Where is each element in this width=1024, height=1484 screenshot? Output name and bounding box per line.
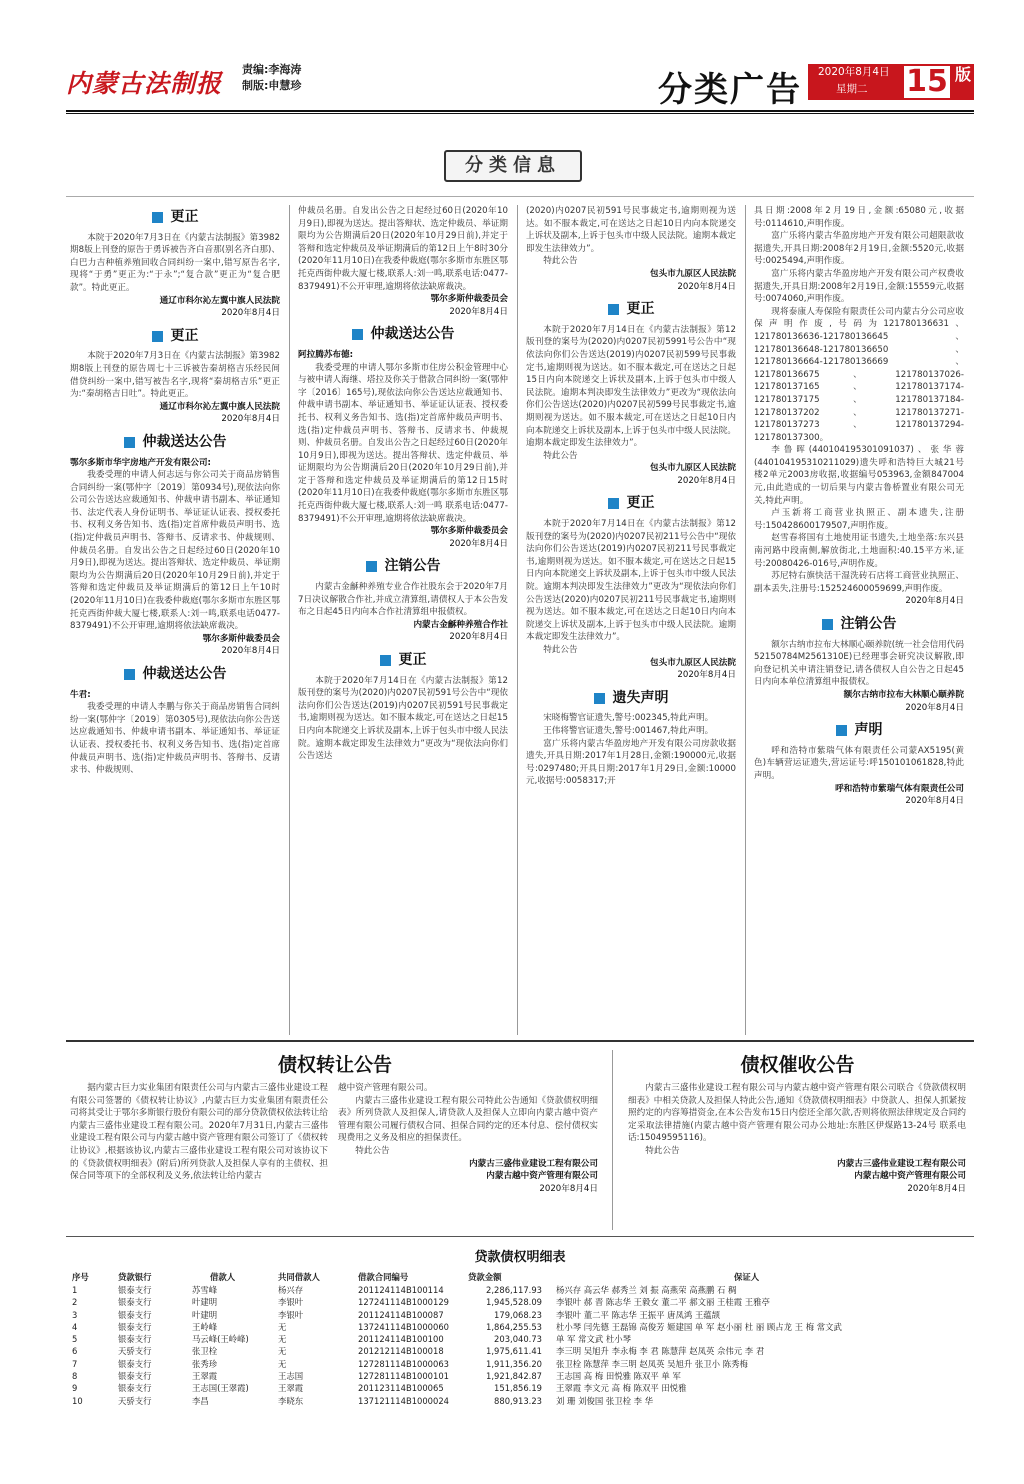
table-header-row (70, 1270, 970, 1284)
square-bullet-icon (594, 693, 605, 704)
notice-addressee: 鄂尔多斯市华宇房地产开发有限公司: (70, 457, 211, 468)
table-cell: 无 (278, 1358, 287, 1369)
table-cell: 李银叶 郝 晋 陈志华 王毅女 董二平 郝文丽 王桂霞 王雅亭 (556, 1297, 770, 1308)
notice-body: (2020)内0207民初591号民事裁定书,逾期则视为送达。如不服本裁定,可在送达之日起10日内向本院递交上诉状及副本,上诉于包头市中级人民法院。逾期本裁定即发生法律效力”。 (526, 206, 736, 254)
table-cell: 叶建明 (192, 1309, 218, 1320)
editor-credits (242, 62, 301, 94)
notice-heading: 注销公告 (754, 618, 964, 631)
transfer-signature: 内蒙古越中资产管理有限公司 (486, 1171, 598, 1182)
table-cell: 刘 珊 刘俊国 张卫栓 李 华 (556, 1395, 654, 1406)
table-cell: 201124114B100114 (358, 1285, 444, 1295)
table-cell: 叶建明 (192, 1297, 218, 1308)
column-divider (517, 205, 518, 1035)
notice-heading: 声明 (754, 724, 964, 737)
header-rule (66, 110, 974, 112)
table-cell: 127241114B1000129 (358, 1297, 450, 1308)
notice-body: 具日期:2008年2月19日,金额:65080元,收据号:0114610,声明作废。 (754, 206, 964, 229)
table-cell: 李三明 吴旭升 李永梅 李 君 陈慧萍 赵凤英 佘伟元 李 君 (556, 1346, 765, 1357)
notice-heading: 更正 (298, 654, 508, 667)
table-cell: 无 (278, 1346, 287, 1357)
table-cell: 6 (72, 1346, 78, 1357)
header-rule-thin (66, 113, 974, 114)
notice-heading: 更正 (70, 211, 280, 224)
notice-body: 苏尼特右旗快活干湿洗砖石店将工商营业执照正、副本丢失,注册号:152524600059699,声明作废。 (754, 571, 964, 594)
table-cell: 880,913.23 (494, 1395, 542, 1406)
notice-heading: 注销公告 (298, 560, 508, 573)
notice-signature: 包头市九原区人民法院 (650, 268, 736, 279)
table-cell: 1,945,528.09 (486, 1297, 542, 1308)
notice-date: 2020年8月4日 (449, 632, 508, 643)
square-bullet-icon (608, 304, 619, 315)
notice-body: 仲裁员名册。自发出公告之日起经过60日(2020年10月9日),即视为送达。提出答辩状、选定仲裁员、举证期限均为公告期满后20日(2020年10月29日前),并定于答辩和选定仲裁员及举证期满后的第12日上午8时30分(2020年11月10日)在我委仲裁庭(鄂尔多斯市东胜区鄂托克西街仲裁大厦七楼,联系人:刘一鸣,联系电话:0477-8379491)不公开审理,逾期将依法缺席裁决。 (298, 206, 508, 292)
notice-body: 本院于2020年7月14日在《内蒙古法制报》第12版刊登的案号为(2020)内0207民初211号公告中“现依法向你们公告送达(2019)内0207民初211号民事裁定书,逾期则视为送达。如不服本裁定,可在送达之日起15日内向本院递交上诉状及副本,上诉于包头市中级人民法院。逾期本判决即发生法律效力”更改为“现依法向你们公告送达(2020)内0207民初211号民事裁定书,逾期则视为送达。如不服本裁定,可在送达之日起10日内向本院递交上诉状及副本,上诉于包头市中级人民法院。逾期本裁定即发生法律效力”。 (526, 519, 736, 643)
transfer-paragraph: 越中资产管理有限公司。 (338, 1083, 433, 1093)
table-cell: 王翠霞 (192, 1371, 218, 1382)
issue-weekday: 星期二 (836, 83, 868, 95)
table-cell: 杜小琴 闫先德 王磊锦 高俊芳 姬建国 单 军 赵小丽 杜 丽 顾占龙 王 梅 常文武 (556, 1321, 842, 1332)
table-cell: 李银叶 (278, 1297, 304, 1308)
square-bullet-icon (152, 212, 163, 223)
table-cell: 1,864,255.53 (486, 1321, 542, 1332)
collection-paragraph: 内蒙古三盛伟业建设工程有限公司与内蒙古越中资产管理有限公司联合《贷款债权明细表》中相关贷款人及担保人特此公告,通知《贷款债权明细表》中贷款人、担保人抓紧按照约定的内容筹措资金,在本公告发布15日内偿还全部欠款,否则将依照法律规定及合同约定采取法律措施(内蒙古越中资产管理有限公司办公地址:东胜区伊煤路13-24号 联系电话:15049595116)。 (628, 1083, 966, 1144)
table-cell: 张秀珍 (192, 1358, 218, 1369)
square-bullet-icon (608, 498, 619, 509)
producer-line: 制版:申慧珍 (242, 79, 302, 92)
table-cell: 王岭峰 (192, 1321, 218, 1332)
table-cell: 1,921,842.87 (486, 1371, 542, 1382)
table-cell: 杨兴存 高云华 郝秀兰 刘 振 高燕荣 高燕鹏 石 稠 (556, 1285, 737, 1295)
table-cell: 张卫栓 (192, 1346, 218, 1357)
section-rule (66, 1040, 974, 1042)
table-cell: 苏雪峰 (192, 1285, 218, 1295)
table-row (70, 1296, 970, 1308)
square-bullet-icon (124, 669, 135, 680)
notice-date: 2020年8月4日 (221, 414, 280, 425)
table-cell: 1 (72, 1285, 78, 1295)
editor-line: 责编:李海涛 (242, 63, 302, 76)
table-cell: 王志国 高 梅 田悦雅 陈双平 单 军 (556, 1371, 681, 1382)
table-row (70, 1333, 970, 1345)
notice-date: 2020年8月4日 (677, 281, 736, 292)
notice-body: 李鲁晖(440104195301091037)、张华蓉(440104195310211029)遗失呼和浩特巨大城21号楼2单元2003房收据,收据编号053963,金额847004元,由此造成的一切后果与内蒙古鲁桥置业有限公司无关,特此声明。 (754, 445, 964, 506)
section-title: 分类广告 (658, 70, 802, 110)
notice-date: 2020年8月4日 (677, 475, 736, 486)
table-cell: 201212114B100018 (358, 1346, 444, 1357)
table-cell: 201124114B100100 (358, 1334, 444, 1345)
notice-body: 内蒙古金龢种养殖专业合作社股东会于2020年7月7日决议解散合作社,并成立清算组,请债权人于本公告发布之日起45日内向本合作社清算组申报债权。 (298, 582, 508, 618)
notice-signature: 通辽市科尔沁左翼中旗人民法院 (159, 295, 280, 306)
notice-body: 本院于2020年7月3日在《内蒙古法制报》第3982期8版上刊登的原告周七十三诉被告秦胡格吉乐经民间借贷纠纷一案中,错写被告名字,现将“秦胡格吉乐”更正为:“秦胡格吉日吐”。特此更正。 (70, 351, 280, 400)
table-row (70, 1358, 970, 1370)
notice-body: 本院于2020年7月14日在《内蒙古法制报》第12版刊登的案号为(2020)内0207民初5991号公告中“现依法向你们公告送达(2019)内0207民初599号民事裁定书,逾期则视为送达。如不服本裁定,可在送达之日起15日内向本院递交上诉状及副本,上诉于包头市中级人民法院。逾期本判决即发生法律效力”更改为“现依法向你们公告送达(2020)内0207民初599号民事裁定书,逾期则视为送达。如不服本裁定,可在送达之日起10日内向本院递交上诉状及副本,上诉于包头市中级人民法院。逾期本裁定即发生法律效力”。 (526, 324, 736, 449)
square-bullet-icon (124, 437, 135, 448)
table-cell: 8 (72, 1371, 78, 1382)
table-cell: 9 (72, 1383, 78, 1394)
table-cell: 203,040.73 (494, 1334, 542, 1345)
column-divider (612, 1050, 613, 1230)
square-bullet-icon (352, 329, 363, 340)
notice-body: 我委受理的申请人何志远与你公司关于商品房销售合同纠纷一案(鄂仲字〔2019〕第0934号),现依法向你公司公告送达应裁通知书、仲裁申请书副本、举证通知书、法定代表人身份证明书、举证证认证表、授权委托书、权利义务告知书、选(指)定首席仲裁员声明书、选(指)定仲裁员声明书、答辩书、反请求书、仲裁规则、仲裁员名册。自发出公告之日起经过60日(2020年10月9日),即视为送达。提出答辩状、选定仲裁员、举证期限均为公告期满后20日(2020年10月29日前),并定于答辩和选定仲裁员及举证期满后的第12日上午10时(2020年11月10日)在我委仲裁庭(鄂尔多斯市东胜区鄂托克西街仲裁大厦七楼,联系人:刘一鸣,联系电话0477-8379491)不公开审理,逾期将依法缺席裁决。 (70, 470, 280, 632)
notice-body: 本院于2020年7月3日在《内蒙古法制报》第3982期8版上刊登的原告于勇诉被告齐白音那(别名齐白那)、白巴力吉种植养殖回收合同纠纷一案中,错写原告名字,现将“于勇”更正为:“于永”;“复合款”更正为“复合肥款”。特此更正。 (70, 232, 280, 293)
table-header: 保证人 (734, 1272, 760, 1282)
square-bullet-icon (380, 655, 391, 666)
transfer-body-right (338, 1082, 598, 1205)
table-row (70, 1284, 970, 1296)
column-2 (298, 205, 508, 763)
table-cell: 4 (72, 1321, 78, 1332)
table-cell: 李银叶 (278, 1309, 304, 1320)
table-cell: 1,911,356.20 (486, 1358, 542, 1369)
table-cell: 银泰支行 (118, 1321, 152, 1332)
transfer-paragraph: 据内蒙古巨力实业集团有限责任公司与内蒙古三盛伟业建设工程有限公司签署的《债权转让协议》,内蒙古巨力实业集团有限责任公司将其受让于鄂尔多斯银行股份有限公司的部分贷款债权依法转让给内蒙古三盛伟业建设工程有限公司。2020年7月31日,内蒙古三盛伟业建设工程有限公司与内蒙古越中资产管理有限公司签订了《债权转让协议》,根据该协议,内蒙古三盛伟业建设工程有限公司对该协议下的《贷款债权明细表》(附后)所列贷款人及担保人享有的主债权、担保合同等项下的全部权利及义务,依法转让给内蒙古 (70, 1083, 328, 1182)
table-rule (66, 1236, 974, 1237)
table-cell: 王翠霞 (278, 1383, 304, 1394)
table-cell: 天骄支行 (118, 1346, 152, 1357)
notice-heading: 更正 (70, 330, 280, 343)
square-bullet-icon (836, 725, 847, 736)
notice-body: 我委受理的申请人李鹏与你关于商品房销售合同纠纷一案(鄂仲字〔2019〕第0305号),现依法向你公告送达应裁通知书、仲裁申请书副本、举证通知书、举证证认证表、授权委托书、权利义务告知书、选(指)定首席仲裁员声明书、选(指)定仲裁员声明书、答辩书、反请求书、仲裁规则、 (70, 702, 280, 776)
table-cell: 137241114B1000060 (358, 1321, 450, 1332)
column-4 (754, 205, 964, 818)
notice-heading: 仲裁送达公告 (70, 436, 280, 449)
notice-body: 王伟将警官证遗失,警号:001467,特此声明。 (543, 725, 714, 736)
transfer-title: 债权转让公告 (277, 1054, 392, 1076)
table-row (70, 1309, 970, 1321)
category-title: 分类信息 (444, 150, 582, 182)
table-cell: 银泰支行 (118, 1334, 152, 1345)
table-row (70, 1345, 970, 1357)
table-cell: 151,856.19 (494, 1383, 542, 1394)
notice-heading: 更正 (526, 303, 736, 316)
table-cell: 127281114B1000063 (358, 1358, 450, 1369)
table-cell: 137121114B1000024 (358, 1395, 450, 1406)
table-cell: 7 (72, 1358, 78, 1369)
table-header: 借款合同编号 (358, 1272, 409, 1282)
notice-date: 2020年8月4日 (677, 670, 736, 681)
table-row (70, 1395, 970, 1407)
table-row (70, 1321, 970, 1333)
notice-heading: 更正 (526, 497, 736, 510)
table-cell: 10 (72, 1395, 83, 1406)
column-divider (289, 205, 290, 1035)
table-header: 贷款金额 (468, 1272, 502, 1282)
notice-body: 卢玉新将工商营业执照正、副本遗失,注册号:150428600179507,声明作废。 (754, 508, 964, 531)
table-cell: 银泰支行 (118, 1297, 152, 1308)
notice-announce: 特此公告 (543, 645, 578, 655)
table-header: 共同借款人 (278, 1272, 320, 1282)
table-cell: 马云峰(王岭峰) (192, 1334, 249, 1345)
collection-signature: 内蒙古三盛伟业建设工程有限公司 (837, 1158, 966, 1169)
loan-table-title: 贷款债权明细表 (474, 1250, 566, 1265)
table-cell: 李银叶 董二平 陈志华 王振平 唐凤鸿 王蕴颉 (556, 1309, 721, 1320)
notice-signature: 鄂尔多斯仲裁委员会 (202, 633, 280, 644)
notice-signature: 鄂尔多斯仲裁委员会 (430, 526, 508, 537)
square-bullet-icon (152, 331, 163, 342)
table-cell: 杨兴存 (278, 1285, 304, 1295)
notice-body: 额尔古纳市拉布大林顺心颐养院(统一社会信用代码52150784M2561310E)已经理事会研究决议解散,即向登记机关申请注销登记,请各债权人自公告之日起45日内向本单位清算组申报债权。 (754, 639, 964, 688)
notice-date: 2020年8月4日 (449, 306, 508, 317)
page-number: 15 (902, 64, 952, 100)
notice-body: 富广乐将内蒙古华盈房地产开发有限公司产权费收据遗失,开具日期:2008年2月19日,金额:15559元,收据号:0074060,声明作废。 (754, 268, 964, 305)
table-row (70, 1370, 970, 1382)
table-cell: 银泰支行 (118, 1371, 152, 1382)
notice-body: 宋晓梅警官证遗失,警号:002345,特此声明。 (543, 713, 714, 724)
transfer-announce: 特此公告 (355, 1145, 390, 1156)
notice-addressee: 阿拉腾苏布德: (298, 349, 353, 360)
notice-body: 赵雪春将国有土地使用证书遗失,土地坐落:东兴县南河路中段南侧,解放街北,土地面积:40.15平方米,证号:20080426-016号,声明作废。 (754, 533, 964, 569)
table-cell: 3 (72, 1309, 78, 1320)
notice-body: 现将泰康人寿保险有限责任公司内蒙古分公司应收保声明作废,号码为121780136631、121780136636-121780136645、121780136648-121780136650、121780136664-121780136669、121780136675、121780137026-121780137165、121780137174-121780137175、121780137184-121780137202、121780137271-121780137273、121780137294-121780137300。 (754, 306, 964, 443)
notice-date: 2020年8月4日 (221, 646, 280, 657)
notice-signature: 鄂尔多斯仲裁委员会 (430, 294, 508, 305)
table-cell: 张卫栓 陈慧萍 李三明 赵凤英 吴旭升 张卫小 陈秀梅 (556, 1358, 748, 1369)
date-box (808, 64, 902, 100)
category-rule (66, 196, 974, 197)
table-cell: 李昌 (192, 1395, 209, 1406)
column-3 (526, 205, 736, 788)
notice-date: 2020年8月4日 (905, 702, 964, 713)
notice-signature: 内蒙古金龢种养殖合作社 (413, 619, 508, 630)
table-cell: 201123114B100065 (358, 1383, 444, 1394)
loan-table (70, 1270, 970, 1407)
table-cell: 1,975,611.41 (486, 1346, 542, 1357)
collection-title: 债权催收公告 (740, 1054, 855, 1076)
transfer-paragraph: 内蒙古三盛伟业建设工程有限公司特此公告通知《贷款债权明细表》所列贷款人及担保人,请贷款人及担保人立即向内蒙古越中资产管理有限公司履行债权合同、担保合同约定的还本付息、偿付债权实现费用之义务及相应的担保责任。 (338, 1095, 598, 1144)
notice-signature: 通辽市科尔沁左翼中旗人民法院 (159, 401, 280, 412)
table-cell: 127281114B1000101 (358, 1371, 450, 1382)
table-cell: 2 (72, 1297, 78, 1308)
square-bullet-icon (366, 561, 377, 572)
notice-body: 富广乐将内蒙古华盈房地产开发有限公司超限款收据遗失,开具日期:2008年2月19日,金额:5520元,收据号:0025494,声明作废。 (754, 231, 964, 267)
table-cell: 李晓东 (278, 1395, 304, 1406)
table-cell: 201124114B100087 (358, 1309, 444, 1320)
notice-date: 2020年8月4日 (221, 308, 280, 319)
table-cell: 单 军 常文武 杜小琴 (556, 1334, 631, 1345)
notice-heading: 仲裁送达公告 (70, 668, 280, 681)
table-cell: 王翠霞 李文元 高 梅 陈双平 田悦雅 (556, 1383, 687, 1394)
table-cell: 无 (278, 1321, 287, 1332)
table-header: 借款人 (210, 1272, 236, 1282)
table-cell: 王志国(王翠霞) (192, 1383, 249, 1394)
masthead (66, 58, 974, 110)
page-suffix: 版 (952, 64, 974, 100)
notice-heading: 仲裁送达公告 (298, 328, 508, 341)
table-row (70, 1382, 970, 1394)
collection-date: 2020年8月4日 (907, 1183, 966, 1194)
transfer-body-left (70, 1082, 328, 1183)
table-cell: 王志国 (278, 1371, 304, 1382)
notice-date: 2020年8月4日 (905, 596, 964, 607)
collection-body (628, 1082, 966, 1205)
notice-body: 本院于2020年7月14日在《内蒙古法制报》第12版刊登的案号为(2020)内0207民初591号公告中“现依法向你们公告送达(2019)内0207民初591号民事裁定书,逾期则视为送达。如不服本裁定,可在送达之日起15日内向本院递交上诉状及副本,上诉于包头市中级人民法院。逾期本裁定即发生法律效力”更改为“现依法向你们公告送达 (298, 675, 508, 762)
issue-date: 2020年8月4日 (818, 66, 890, 78)
transfer-date: 2020年8月4日 (539, 1183, 598, 1194)
notice-addressee: 牛君: (70, 689, 91, 700)
notice-date: 2020年8月4日 (449, 538, 508, 549)
notice-body: 我委受理的申请人鄂尔多斯市住房公积金管理中心与被申请人海继、塔拉及你关于借款合同纠纷一案(鄂仲字〔2016〕165号),现依法向你公告送达应裁通知书、仲裁申请书副本、举证通知书、举证证认证表、授权委托书、权利义务告知书、选(指)定首席仲裁员声明书、选(指)定仲裁员声明书、答辩书、反请求书、仲裁规则、仲裁员名册。自发出公告之日起经过60日(2020年10月9日),即视为送达。提出答辩状、选定仲裁员、举证期限均为公告期满后20日(2020年10月29日前),并定于答辩和选定仲裁员及举证期满后的第12日15时(2020年11月10日)在我委仲裁庭(鄂尔多斯市东胜区鄂托克西街仲裁大厦七楼,联系人:刘一鸣 联系电话:0477-8379491)不公开审理,逾期将依法缺席裁决。 (298, 362, 508, 524)
square-bullet-icon (822, 619, 833, 630)
table-cell: 天骄支行 (118, 1395, 152, 1406)
table-cell: 5 (72, 1334, 78, 1345)
transfer-signature: 内蒙古三盛伟业建设工程有限公司 (469, 1158, 598, 1169)
table-cell: 无 (278, 1334, 287, 1345)
collection-signature: 内蒙古越中资产管理有限公司 (854, 1171, 966, 1182)
table-cell: 179,068.23 (494, 1309, 542, 1320)
newspaper-logo: 内蒙古法制报 (66, 69, 223, 98)
notice-date: 2020年8月4日 (905, 796, 964, 807)
column-1 (70, 205, 280, 777)
collection-announce: 特此公告 (645, 1145, 680, 1156)
column-divider (745, 205, 746, 1035)
table-cell: 2,286,117.93 (486, 1285, 542, 1295)
table-header: 贷款银行 (118, 1272, 152, 1282)
notice-body: 呼和浩特市紫瑞气体有限责任公司蒙AX5195(黄色)车辆营运证遗失,营运证号:呼150101061828,特此声明。 (754, 745, 964, 781)
notice-signature: 包头市九原区人民法院 (650, 463, 736, 474)
notice-announce: 特此公告 (543, 256, 578, 267)
notice-body: 富广乐将内蒙古华盈房地产开发有限公司房款收据遗失,开具日期:2017年1月28日,金额:190000元,收据号:0297480;开具日期:2017年1月29日,金额:10000元,收据号:0058317;开 (526, 738, 736, 787)
notice-signature: 呼和浩特市紫瑞气体有限责任公司 (835, 783, 964, 794)
table-cell: 银泰支行 (118, 1309, 152, 1320)
notice-signature: 包头市九原区人民法院 (650, 657, 736, 668)
table-cell: 银泰支行 (118, 1285, 152, 1295)
notice-signature: 额尔古纳市拉布大林顺心颐养院 (843, 689, 964, 700)
notice-announce: 特此公告 (543, 450, 578, 461)
table-cell: 银泰支行 (118, 1383, 152, 1394)
table-cell: 银泰支行 (118, 1358, 152, 1369)
table-header: 序号 (72, 1272, 89, 1282)
notice-heading: 遗失声明 (526, 692, 736, 705)
